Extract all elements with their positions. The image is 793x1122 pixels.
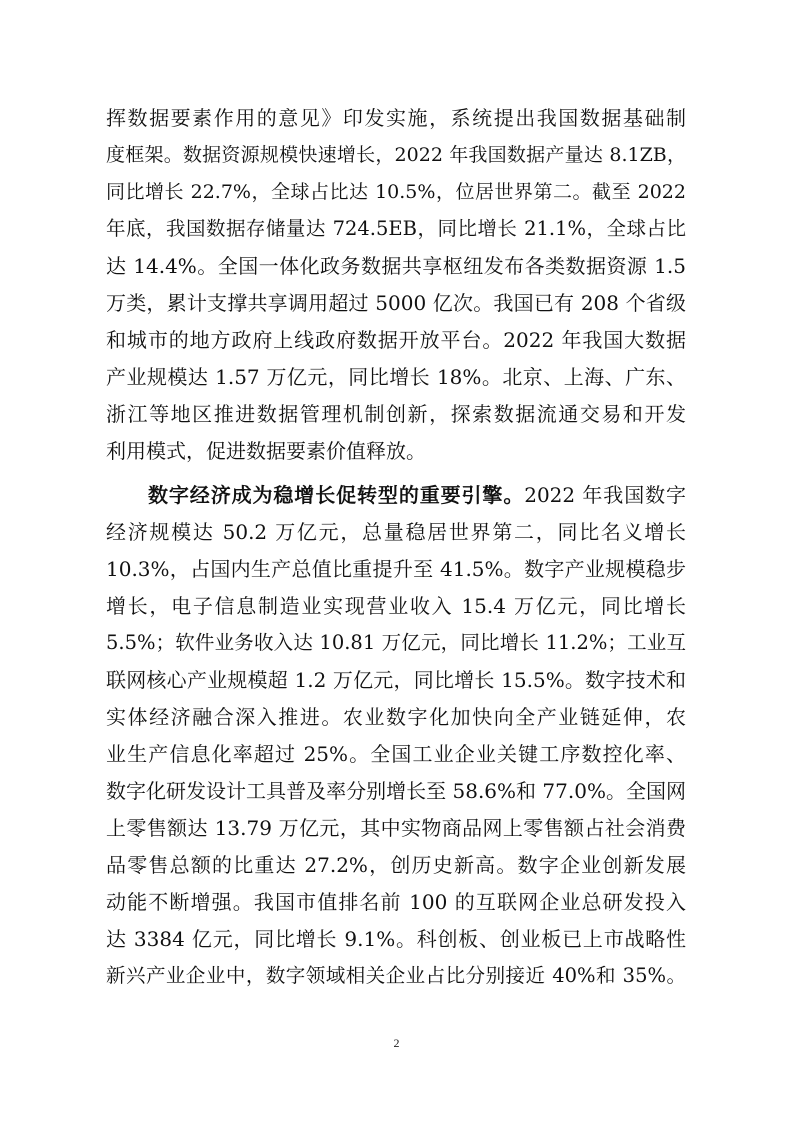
text-line: 达 14.4%。全国一体化政务数据共享枢纽发布各类数据资源 1.5 [106, 254, 686, 278]
text-line: 新兴产业企业中，数字领域相关企业占比分别接近 40%和 35%。 [106, 964, 686, 987]
text-line: 10.3%，占国内生产总值比重提升至 41.5%。数字产业规模稳步 [106, 557, 686, 581]
text-line: 挥数据要素作用的意见》印发实施，系统提出我国数据基础制 [106, 106, 686, 130]
heading-continuation: 2022 年我国数字 [524, 483, 686, 507]
text-line: 增长，电子信息制造业实现营业收入 15.4 万亿元，同比增长 [106, 594, 686, 618]
text-line: 年底，我国数据存储量达 724.5EB，同比增长 21.1%，全球占比 [106, 217, 686, 240]
text-line: 联网核心产业规模超 1.2 万亿元，同比增长 15.5%。数字技术和 [106, 668, 686, 692]
text-line: 数字化研发设计工具普及率分别增长至 58.6%和 77.0%。全国网 [106, 779, 686, 803]
text-line: 业生产信息化率超过 25%。全国工业企业关键工序数控化率、 [106, 742, 686, 766]
text-line: 和城市的地方政府上线政府数据开放平台。2022 年我国大数据 [106, 328, 686, 352]
text-line: 度框架。数据资源规模快速增长，2022 年我国数据产量达 8.1ZB， [106, 144, 686, 166]
text-line: 品零售总额的比重达 27.2%，创历史新高。数字企业创新发展 [106, 853, 686, 877]
text-line: 达 3384 亿元，同比增长 9.1%。科创板、创业板已上市战略性 [106, 927, 686, 951]
text-line: 上零售额达 13.79 万亿元，其中实物商品网上零售额占社会消费 [106, 816, 686, 840]
text-line: 产业规模达 1.57 万亿元，同比增长 18%。北京、上海、广东、 [106, 365, 686, 389]
text-line: 利用模式，促进数据要素价值释放。 [106, 439, 426, 463]
text-line: 万类，累计支撑共享调用超过 5000 亿次。我国已有 208 个省级 [106, 291, 686, 315]
text-line: 动能不断增强。我国市值排名前 100 的互联网企业总研发投入 [106, 890, 686, 914]
text-line: 实体经济融合深入推进。农业数字化加快向全产业链延伸，农 [106, 705, 686, 729]
text-line: 浙江等地区推进数据管理机制创新，探索数据流通交易和开发 [106, 402, 686, 426]
page-number: 2 [393, 1036, 400, 1050]
paragraph-heading: 数字经济成为稳增长促转型的重要引擎。 [148, 483, 525, 507]
text-line: 5.5%；软件业务收入达 10.81 万亿元，同比增长 11.2%；工业互 [106, 631, 686, 654]
text-line: 同比增长 22.7%，全球占比达 10.5%，位居世界第二。截至 2022 [106, 181, 686, 203]
text-line: 经济规模达 50.2 万亿元，总量稳居世界第二，同比名义增长 [106, 520, 686, 544]
text-line-first [148, 481, 686, 509]
